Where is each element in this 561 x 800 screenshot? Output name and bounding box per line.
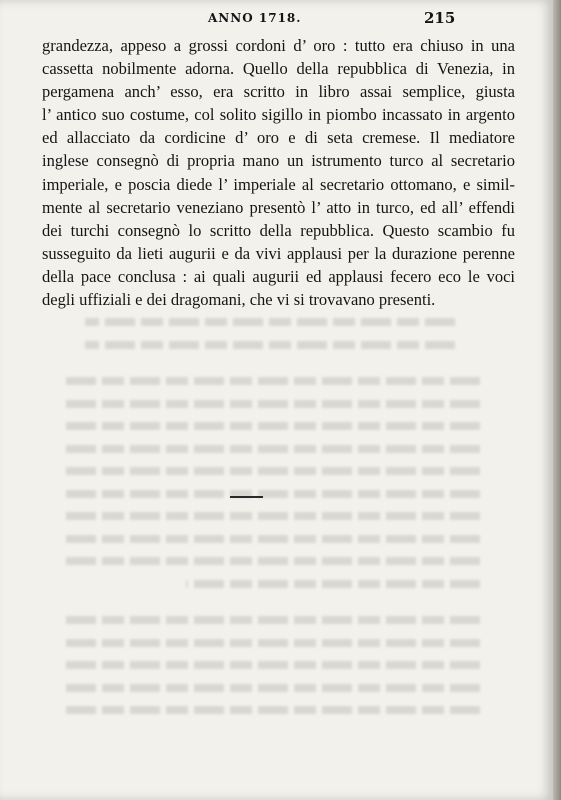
text-line: dei turchi consegnò lo scritto della repubblica. Questo scambio fu: [42, 220, 515, 240]
text-line: imperiale, e poscia diede l’ imperiale al secretario ottomano, e simil-: [42, 174, 515, 194]
show-through-texture: [60, 310, 480, 721]
text-line: cassetta nobilmente adorna. Quello della repubblica di Venezia, in: [42, 59, 515, 79]
text-line: ed allacciato da cordicine d’ oro e di seta cremese. Il mediatore: [42, 128, 515, 148]
body-text: [42, 34, 515, 311]
text-line: susseguito da lieti augurii e da vivi applausi per la durazione perenne: [42, 243, 515, 263]
running-title: ANNO 1718.: [208, 11, 302, 25]
text-line: l’ antico suo costume, col solito sigillo in piombo incassato in argento: [42, 105, 515, 125]
text-line: della pace conclusa : ai quali augurii ed applausi fecero eco le voci: [42, 266, 515, 286]
text-line: degli uffiziali e dei dragomani, che vi si trovavano presenti.: [42, 290, 436, 310]
section-divider-rule: [230, 496, 263, 498]
text-line: inglese consegnò di propria mano un istrumento turco al secretario: [42, 151, 515, 171]
running-head: [0, 8, 553, 30]
text-line: pergamena anch’ esso, era scritto in libro assai semplice, giusta: [42, 82, 515, 102]
text-line: grandezza, appeso a grossi cordoni d’ oro : tutto era chiuso in una: [42, 36, 515, 55]
page-number: 215: [424, 9, 456, 27]
text-line: mente al secretario veneziano presentò l’ atto in turco, ed all’ effendi: [42, 197, 515, 217]
page-edge: [553, 0, 561, 800]
